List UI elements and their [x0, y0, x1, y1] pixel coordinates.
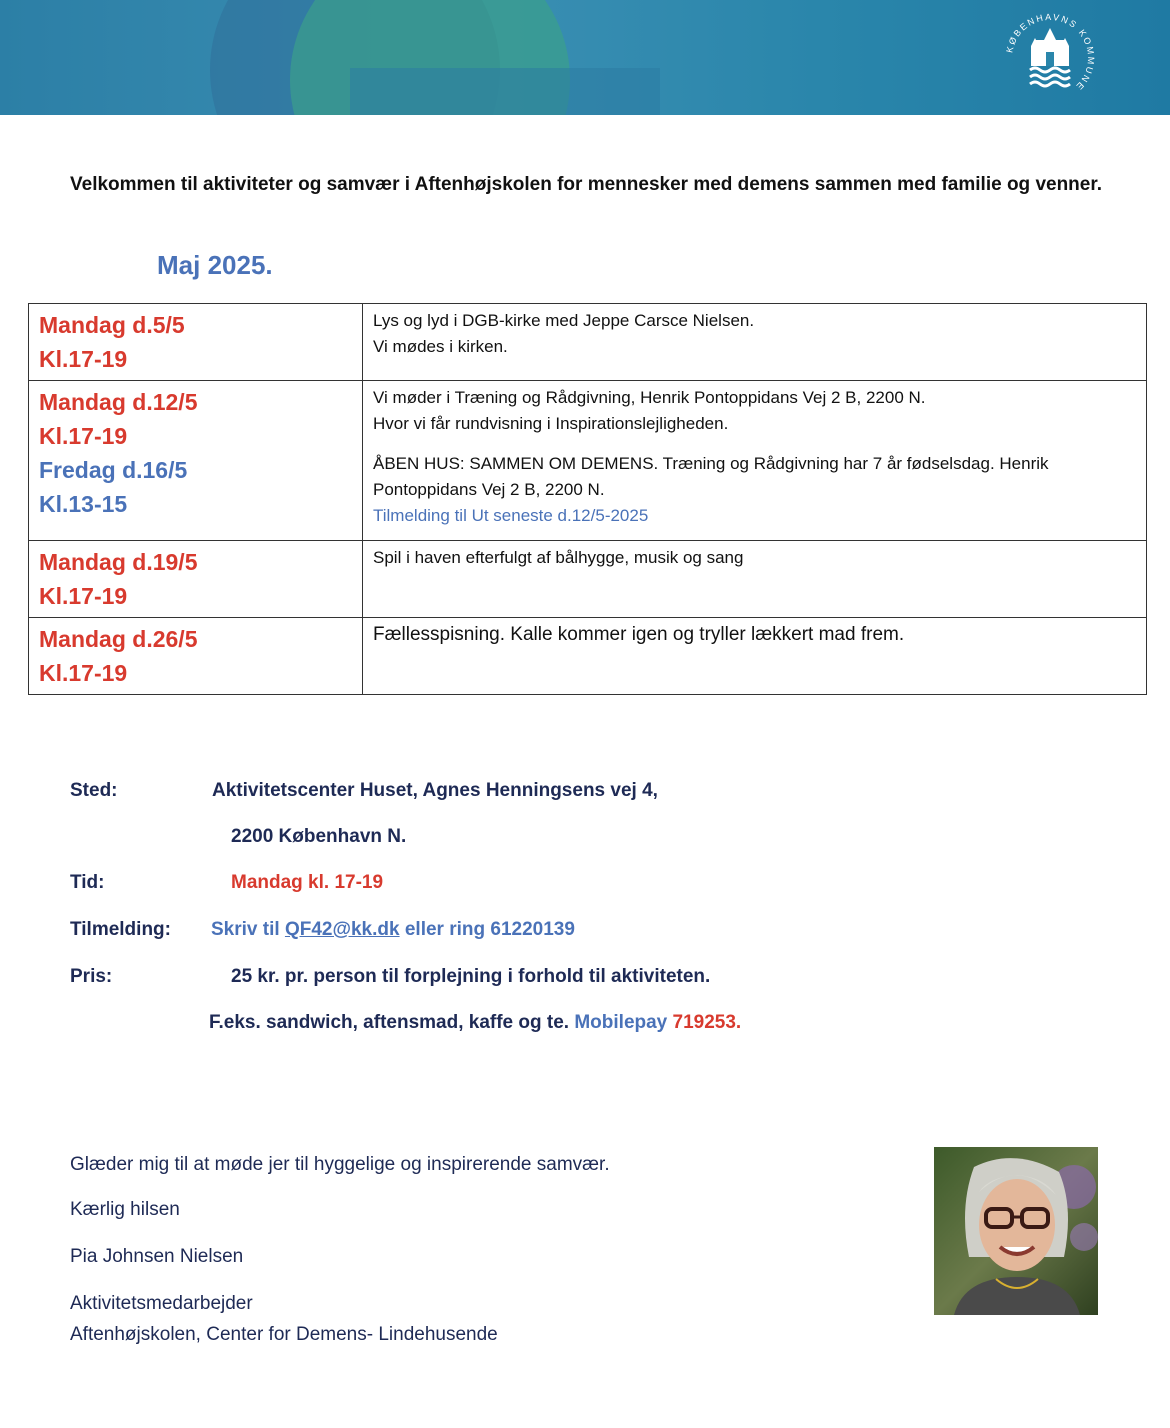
pris-value: 25 kr. pr. person til forplejning i forhold til aktiviteten. — [231, 966, 711, 987]
date-cell — [29, 381, 363, 541]
pris-label: Pris: — [70, 966, 113, 987]
kobenhavns-kommune-logo — [998, 6, 1102, 110]
portrait-photo — [934, 1147, 1098, 1315]
pris-details — [209, 1012, 741, 1034]
description-line: Lys og lyd i DGB-kirke med Jeppe Carsce Nielsen. — [373, 311, 755, 330]
tilmelding-suffix: eller ring 61220139 — [404, 919, 575, 940]
registration-note: Tilmelding til Ut seneste d.12/5-2025 — [373, 506, 649, 525]
tid-label: Tid: — [70, 872, 105, 893]
closing-line: Glæder mig til at møde jer til hyggelige og inspirerende samvær. — [70, 1154, 610, 1175]
table-row — [29, 541, 1147, 618]
day-label: Mandag d.26/5 — [39, 626, 198, 652]
table-row — [29, 381, 1147, 541]
logo-text: KØBENHAVNS KOMMUNE — [1004, 11, 1097, 93]
mobilepay-number: 719253. — [672, 1012, 742, 1033]
month-heading: Maj 2025. — [157, 250, 273, 280]
sted-value: Aktivitetscenter Huset, Agnes Henningsens vej 4, — [212, 780, 658, 801]
description-line: Vi møder i Træning og Rådgivning, Henrik Pontoppidans Vej 2 B, 2200 N. — [373, 388, 926, 407]
description-line: ÅBEN HUS: SAMMEN OM DEMENS. Træning og Rådgivning har 7 år fødselsdag. Henrik Pontoppidans Vej 2 B, 2200 N. — [373, 454, 1049, 499]
table-row — [29, 618, 1147, 695]
signature-name: Pia Johnsen Nielsen — [70, 1246, 244, 1267]
sted-value-line2: 2200 København N. — [231, 826, 407, 847]
time-label: Kl.17-19 — [39, 583, 128, 609]
description-cell — [363, 541, 1147, 618]
tilmelding-label: Tilmelding: — [70, 919, 171, 940]
pris-line2: F.eks. sandwich, aftensmad, kaffe og te. — [209, 1012, 570, 1033]
description-cell — [363, 618, 1147, 695]
day-label: Mandag d.5/5 — [39, 312, 185, 338]
banner-circles — [0, 0, 1170, 115]
mobilepay-label: Mobilepay — [574, 1012, 668, 1033]
day-label: Mandag d.12/5 — [39, 389, 198, 415]
description-line: Fællesspisning. Kalle kommer igen og tryller lækkert mad frem. — [373, 624, 905, 645]
email-link[interactable]: QF42@kk.dk — [284, 919, 400, 940]
day-label-2: Fredag d.16/5 — [39, 457, 188, 483]
time-label: Kl.17-19 — [39, 346, 128, 372]
tid-value: Mandag kl. 17-19 — [231, 872, 384, 893]
description-line: Spil i haven efterfulgt af bålhygge, musik og sang — [373, 548, 744, 567]
header-banner — [0, 0, 1170, 115]
signature-role: Aktivitetsmedarbejder — [70, 1293, 253, 1314]
description-line: Hvor vi får rundvisning i Inspirationslejligheden. — [373, 414, 729, 433]
description-line: Vi mødes i kirken. — [373, 337, 508, 356]
day-label: Mandag d.19/5 — [39, 549, 198, 575]
time-label: Kl.17-19 — [39, 660, 128, 686]
date-cell — [29, 541, 363, 618]
greeting: Kærlig hilsen — [70, 1199, 180, 1220]
date-cell — [29, 618, 363, 695]
sted-label: Sted: — [70, 780, 118, 801]
description-cell — [363, 381, 1147, 541]
time-label-2: Kl.13-15 — [39, 491, 128, 517]
table-row — [29, 304, 1147, 381]
tilmelding-value — [211, 919, 575, 941]
date-cell — [29, 304, 363, 381]
tilmelding-prefix: Skriv til — [211, 919, 280, 940]
signature-org: Aftenhøjskolen, Center for Demens- Lindehusende — [70, 1324, 498, 1345]
description-cell — [363, 304, 1147, 381]
schedule-table — [28, 303, 1147, 695]
intro-text: Velkommen til aktiviteter og samvær i Aftenhøjskolen for mennesker med demens sammen med familie og venner. — [70, 174, 1102, 195]
time-label: Kl.17-19 — [39, 423, 128, 449]
